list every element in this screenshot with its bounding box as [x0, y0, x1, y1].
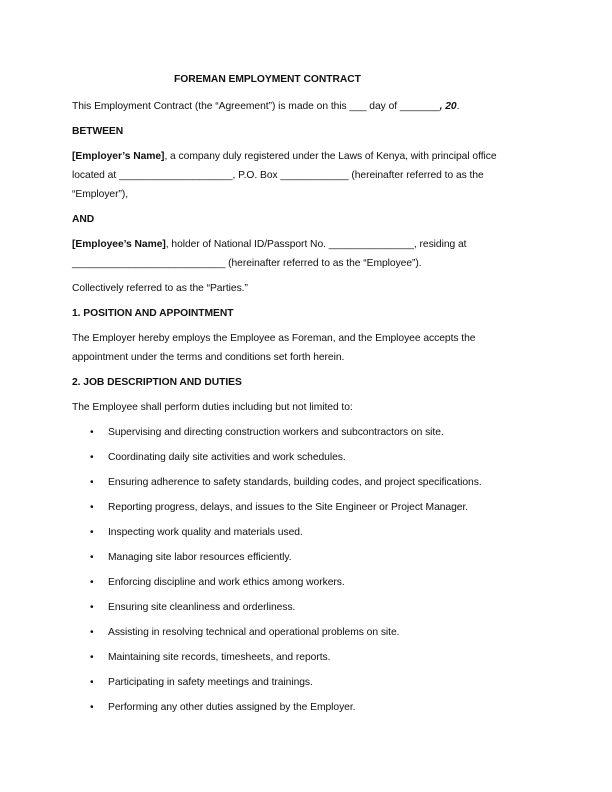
bullet-icon: •	[90, 702, 94, 713]
section1-line2: appointment under the terms and conditions set forth herein.	[72, 352, 345, 363]
employer-paragraph	[72, 147, 540, 204]
list-item	[72, 573, 540, 598]
and-heading: AND	[72, 214, 95, 225]
employer-line1: , a company duly registered under the Laws of Kenya, with principal office	[164, 151, 497, 162]
list-item	[72, 523, 540, 548]
list-item-text: Ensuring site cleanliness and orderliness.	[108, 602, 296, 613]
bullet-icon: •	[90, 652, 94, 663]
list-item	[72, 698, 540, 723]
document-title: FOREMAN EMPLOYMENT CONTRACT	[174, 74, 361, 85]
bullet-icon: •	[90, 677, 94, 688]
bullet-icon: •	[90, 427, 94, 438]
list-item	[72, 623, 540, 648]
list-item	[72, 598, 540, 623]
intro-paragraph	[72, 97, 540, 116]
employer-line3: “Employer”),	[72, 189, 129, 200]
employer-name: [Employer’s Name]	[72, 151, 165, 162]
employee-line1: , holder of National ID/Passport No. _______________, residing at	[165, 239, 467, 250]
list-item-text: Reporting progress, delays, and issues to the Site Engineer or Project Manager.	[108, 502, 469, 513]
bullet-icon: •	[90, 477, 94, 488]
section1-line1: The Employer hereby employs the Employee as Foreman, and the Employee accepts the	[72, 333, 476, 344]
intro-year: , 20	[439, 101, 457, 112]
list-item-text: Maintaining site records, timesheets, and reports.	[108, 652, 331, 663]
intro-text: This Employment Contract (the “Agreement”) is made on this ___ day of _______	[72, 101, 440, 112]
list-item-text: Performing any other duties assigned by the Employer.	[108, 702, 356, 713]
section2-intro: The Employee shall perform duties including but not limited to:	[72, 402, 353, 413]
bullet-icon: •	[90, 452, 94, 463]
employee-name: [Employee’s Name]	[72, 239, 166, 250]
list-item-text: Ensuring adherence to safety standards, building codes, and project specifications.	[108, 477, 482, 488]
bullet-icon: •	[90, 627, 94, 638]
list-item	[72, 423, 540, 448]
duties-list	[72, 423, 540, 723]
contract-page	[72, 70, 540, 723]
list-item-text: Enforcing discipline and work ethics among workers.	[108, 577, 345, 588]
list-item-text: Participating in safety meetings and trainings.	[108, 677, 313, 688]
list-item-text: Coordinating daily site activities and work schedules.	[108, 452, 346, 463]
bullet-icon: •	[90, 602, 94, 613]
bullet-icon: •	[90, 502, 94, 513]
bullet-icon: •	[90, 527, 94, 538]
section2-heading: 2. JOB DESCRIPTION AND DUTIES	[72, 377, 242, 388]
list-item-text: Managing site labor resources efficiently.	[108, 552, 292, 563]
list-item-text: Inspecting work quality and materials used.	[108, 527, 303, 538]
bullet-icon: •	[90, 577, 94, 588]
employee-paragraph	[72, 235, 540, 273]
employee-line2: ___________________________ (hereinafter referred to as the “Employee”).	[72, 258, 422, 269]
section1-heading: 1. POSITION AND APPOINTMENT	[72, 308, 234, 319]
parties-paragraph: Collectively referred to as the “Parties.”	[72, 283, 248, 294]
list-item-text: Supervising and directing construction workers and subcontractors on site.	[108, 427, 444, 438]
bullet-icon: •	[90, 552, 94, 563]
list-item	[72, 498, 540, 523]
employer-line2: located at ____________________, P.O. Box ____________ (hereinafter referred to as the	[72, 170, 484, 181]
list-item	[72, 673, 540, 698]
intro-end: .	[456, 101, 460, 112]
list-item	[72, 548, 540, 573]
list-item	[72, 473, 540, 498]
list-item	[72, 448, 540, 473]
between-heading: BETWEEN	[72, 126, 124, 137]
section1-paragraph	[72, 329, 540, 367]
list-item	[72, 648, 540, 673]
list-item-text: Assisting in resolving technical and operational problems on site.	[108, 627, 400, 638]
